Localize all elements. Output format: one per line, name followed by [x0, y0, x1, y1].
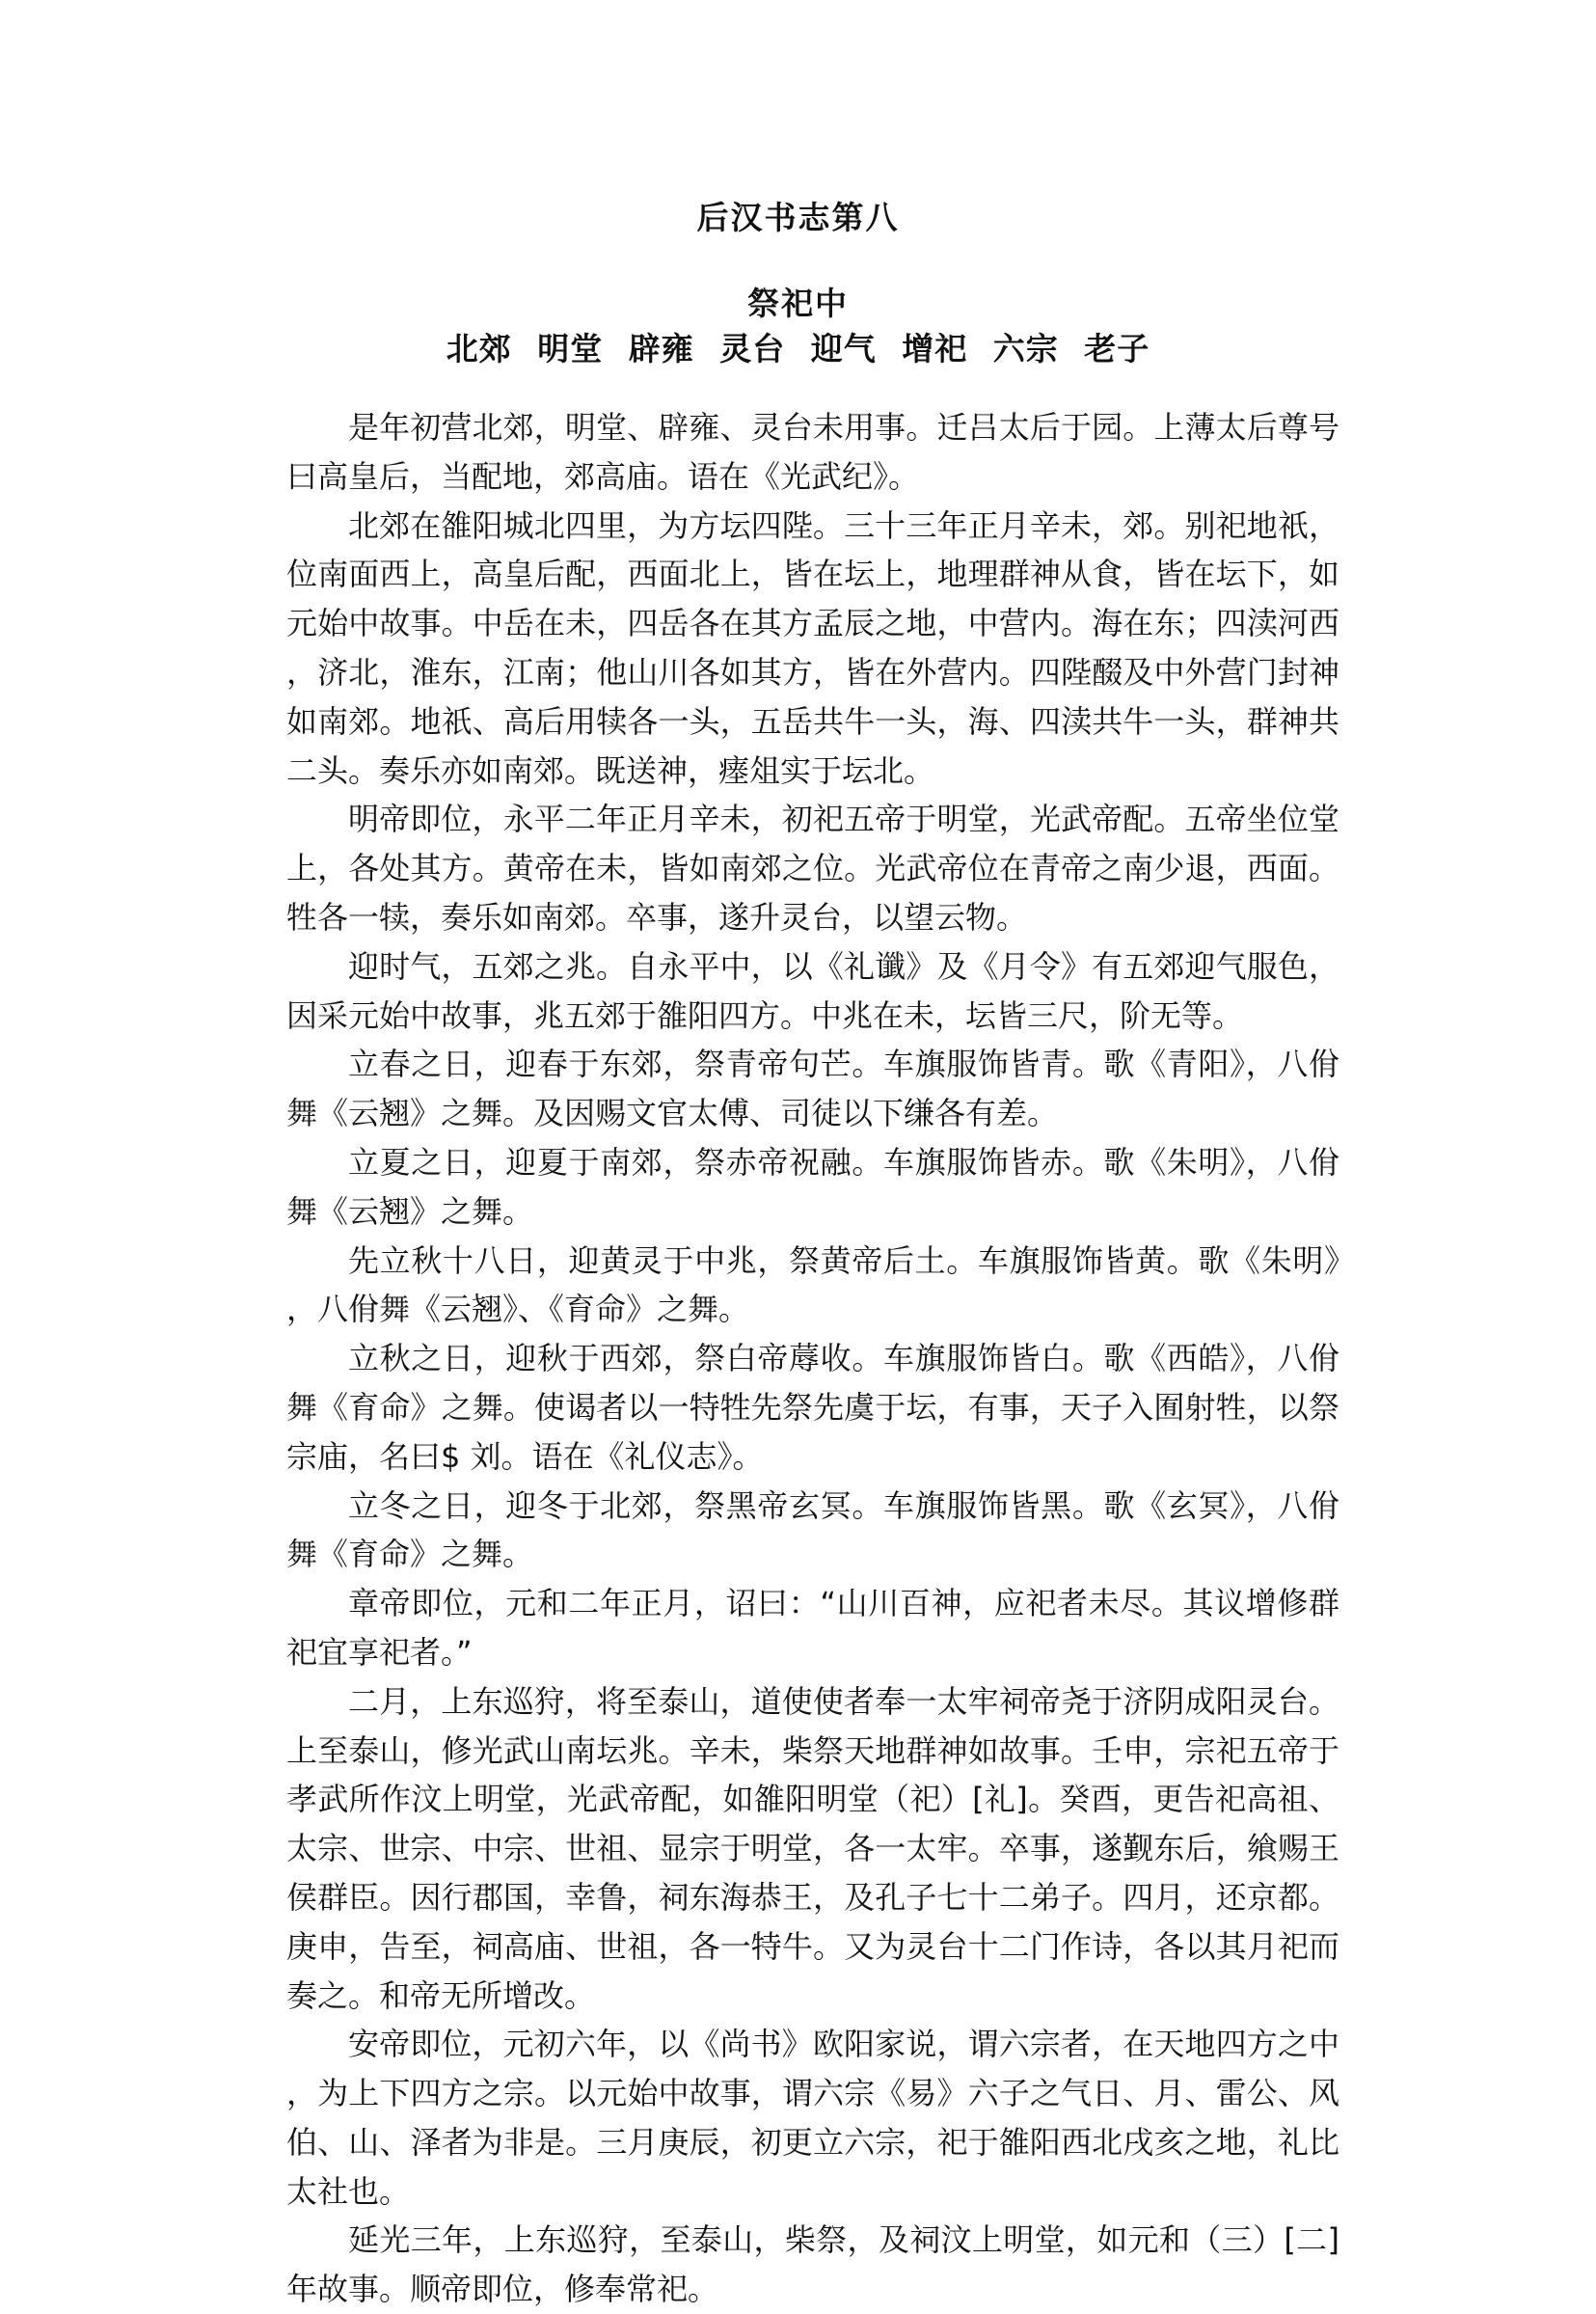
- section-title: 祭祀中: [747, 285, 849, 322]
- paragraph: 立秋之日，迎秋于西郊，祭白帝蓐收。车旗服饰皆白。歌《西皓》，八佾舞《育命》之舞。使谒者以一特牲先祭先虞于坛，有事，天子入囿射牲，以祭宗庙，名曰$ 刘。语在《礼仪志》。: [286, 1340, 1339, 1475]
- paragraph: 迎时气，五郊之兆。自永平中，以《礼谶》及《月令》有五郊迎气服色，因采元始中故事，兆五郊于雒阳四方。中兆在未，坛皆三尺，阶无等。: [286, 947, 1339, 1034]
- paragraph: 安帝即位，元初六年，以《尚书》欧阳家说，谓六宗者，在天地四方之中，为上下四方之宗。以元始中故事，谓六宗《易》六子之气日、月、雷公、风伯、山、泽者为非是。三月庚辰，初更立六宗，祀于雒阳西北戌亥之地，礼比太社也。: [286, 2026, 1339, 2210]
- paragraph: 是年初营北郊，明堂、辟雍、灵台未用事。迁吕太后于园。上薄太后尊号曰高皇后，当配地，郊高庙。语在《光武纪》。: [286, 409, 1339, 495]
- paragraph: 立春之日，迎春于东郊，祭青帝句芒。车旗服饰皆青。歌《青阳》，八佾舞《云翘》之舞。及因赐文官太傅、司徒以下缣各有差。: [286, 1046, 1339, 1132]
- paragraph: 明帝即位，永平二年正月辛未，初祀五帝于明堂，光武帝配。五帝坐位堂上，各处其方。黄帝在未，皆如南郊之位。光武帝位在青帝之南少退，西面。牲各一犊，奏乐如南郊。卒事，遂升灵台，以望云物。: [286, 801, 1339, 936]
- section-topics: 北郊 明堂 辟雍 灵台 迎气 增祀 六宗 老子: [446, 330, 1150, 368]
- book-title: 后汉书志第八: [696, 199, 900, 236]
- paragraph: 延光三年，上东巡狩，至泰山，柴祭，及祠汶上明堂，如元和（三）[二]年故事。顺帝即位，修奉常祀。: [286, 2221, 1339, 2308]
- paragraph: 立冬之日，迎冬于北郊，祭黑帝玄冥。车旗服饰皆黑。歌《玄冥》，八佾舞《育命》之舞。: [286, 1486, 1339, 1573]
- paragraph: 北郊在雒阳城北四里，为方坛四陛。三十三年正月辛未，郊。别祀地祇，位南面西上，高皇后配，西面北上，皆在坛上，地理群神从食，皆在坛下，如元始中故事。中岳在未，四岳各在其方孟辰之地，中营内。海在东；四渎河西，济北，淮东，江南；他山川各如其方，皆在外营内。四陛醊及中外营门封神如南郊。地祇、高后用犊各一头，五岳共牛一头，海、四渎共牛一头，群神共二头。奏乐亦如南郊。既送神，瘗俎实于坛北。: [286, 506, 1339, 789]
- paragraph: 二月，上东巡狩，将至泰山，道使使者奉一太牢祠帝尧于济阴成阳灵台。上至泰山，修光武山南坛兆。辛未，柴祭天地群神如故事。壬申，宗祀五帝于孝武所作汶上明堂，光武帝配，如雒阳明堂（祀）[礼]。癸酉，更告祀高祖、太宗、世宗、中宗、世祖、显宗于明堂，各一太牢。卒事，遂觐东后，飨赐王侯群臣。因行郡国，幸鲁，祠东海恭王，及孔子七十二弟子。四月，还京都。庚申，告至，祠高庙、世祖，各一特牛。又为灵台十二门作诗，各以其月祀而奏之。和帝无所增改。: [286, 1682, 1339, 2014]
- paragraph: 先立秋十八日，迎黄灵于中兆，祭黄帝后土。车旗服饰皆黄。歌《朱明》，八佾舞《云翘》、《育命》之舞。: [286, 1241, 1339, 1328]
- paragraph: 章帝即位，元和二年正月，诏曰：“山川百神，应祀者未尽。其议增修群祀宜享祀者。”: [286, 1585, 1339, 1671]
- body-text: [286, 403, 1339, 2314]
- paragraph: 立夏之日，迎夏于南郊，祭赤帝祝融。车旗服饰皆赤。歌《朱明》，八佾舞《云翘》之舞。: [286, 1143, 1339, 1230]
